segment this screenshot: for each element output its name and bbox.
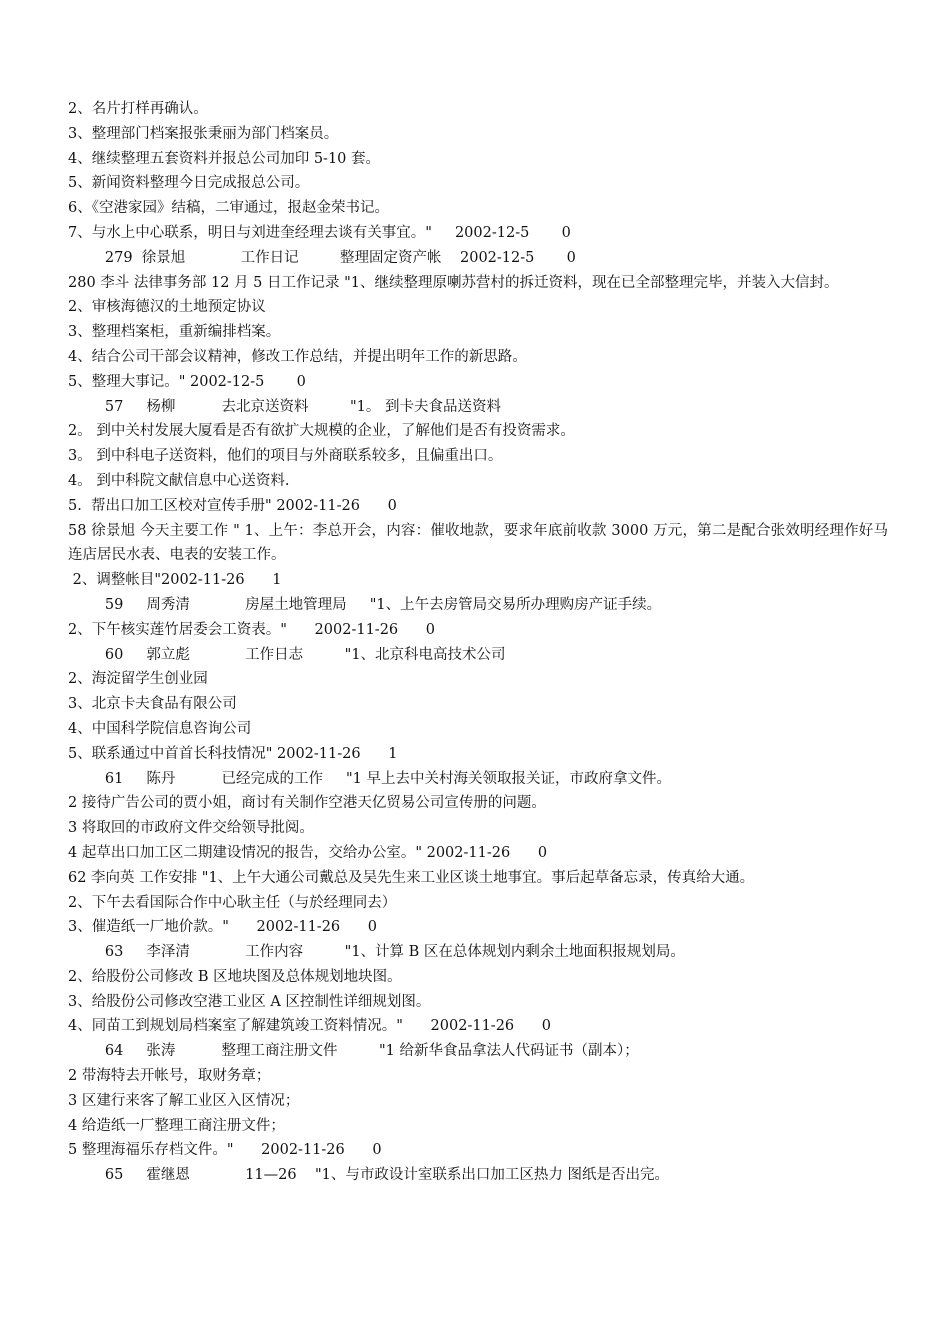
record-line: 61 陈丹 已经完成的工作 "1 早上去中关村海关领取报关证，市政府拿文件。 <box>68 770 672 787</box>
text-line: 4、结合公司干部会议精神，修改工作总结，并提出明年工作的新思路。 <box>68 348 527 365</box>
text-line: 4、同苗工到规划局档案室了解建筑竣工资料情况。" 2002-11-26 0 <box>68 1018 552 1035</box>
text-line: 2、审核海德汉的土地预定协议 <box>68 299 266 316</box>
record-line: 62 李向英 工作安排 "1、上午大通公司戴总及吴先生来工业区谈土地事宜。事后起草备忘录，传真给大通。 <box>68 869 755 886</box>
record-line: 57 杨柳 去北京送资料 "1。 到卡夫食品送资料 <box>68 398 501 415</box>
record-line: 279 徐景旭 工作日记 整理固定资产帐 2002-12-5 0 <box>68 249 576 266</box>
record-line: 58 徐景旭 今天主要工作 " 1、上午：李总开会，内容：催收地款，要求年底前收款 3000 万元，第二是配合张效明经理作好马连店居民水表、电表的安装工作。 <box>68 522 888 564</box>
text-line: 3、整理档案柜，重新编排档案。 <box>68 324 281 341</box>
text-line: 5. 帮出口加工区校对宣传手册" 2002-11-26 0 <box>68 497 397 514</box>
text-line: 3。 到中科电子送资料，他们的项目与外商联系较多，且偏重出口。 <box>68 448 503 465</box>
text-line: 4、中国科学院信息咨询公司 <box>68 720 252 737</box>
text-line: 3 区建行来客了解工业区入区情况； <box>68 1092 300 1109</box>
text-line: 5 整理海福乐存档文件。" 2002-11-26 0 <box>68 1142 382 1159</box>
text-line: 2 接待广告公司的贾小姐，商讨有关制作空港天亿贸易公司宣传册的问题。 <box>68 795 546 812</box>
text-line: 7、与水上中心联系，明日与刘进奎经理去谈有关事宜。" 2002-12-5 0 <box>68 224 571 241</box>
record-line: 280 李斗 法律事务部 12 月 5 日工作记录 "1、继续整理原喇苏营村的拆迁资料，现在已全部整理完毕，并装入大信封。 <box>68 274 839 291</box>
text-line: 3、给股份公司修改空港工业区 A 区控制性详细规划图。 <box>68 993 431 1010</box>
text-line: 2。 到中关村发展大厦看是否有欲扩大规模的企业，了解他们是否有投资需求。 <box>68 423 575 440</box>
text-line: 5、联系通过中首首长科技情况" 2002-11-26 1 <box>68 745 398 762</box>
text-line: 2、下午去看国际合作中心耿主任（与於经理同去） <box>68 894 397 911</box>
record-line: 60 郭立彪 工作日志 "1、北京科电高技术公司 <box>68 646 506 663</box>
record-line: 59 周秀清 房屋土地管理局 "1、上午去房管局交易所办理购房产证手续。 <box>68 596 662 613</box>
text-line: 4 起草出口加工区二期建设情况的报告，交给办公室。" 2002-11-26 0 <box>68 844 548 861</box>
record-line: 63 李泽清 工作内容 "1、计算 B 区在总体规划内剩余土地面积报规划局。 <box>68 944 685 961</box>
text-line: 4、继续整理五套资料并报总公司加印 5-10 套。 <box>68 150 381 167</box>
text-line: 3、北京卡夫食品有限公司 <box>68 696 237 713</box>
text-line: 2、下午核实莲竹居委会工资表。" 2002-11-26 0 <box>68 621 436 638</box>
text-line: 5、新闻资料整理今日完成报总公司。 <box>68 175 310 192</box>
text-line: 2、给股份公司修改 B 区地块图及总体规划地块图。 <box>68 968 402 985</box>
text-line: 3 将取回的市政府文件交给领导批阅。 <box>68 820 314 837</box>
text-line: 6、《空港家园》结稿，二审通过，报赵金荣书记。 <box>68 200 389 217</box>
text-line: 2 带海特去开帐号，取财务章； <box>68 1068 271 1085</box>
text-line: 2、海淀留学生创业园 <box>68 671 208 688</box>
document-body <box>68 97 888 1188</box>
text-line: 4 给造纸一厂整理工商注册文件； <box>68 1117 285 1134</box>
text-line: 4。 到中科院文献信息中心送资料. <box>68 472 290 489</box>
text-line: 2、名片打样再确认。 <box>68 101 208 117</box>
record-line: 64 张涛 整理工商注册文件 "1 给新华食品拿法人代码证书（副本）； <box>68 1043 639 1060</box>
text-line: 3、整理部门档案报张秉丽为部门档案员。 <box>68 125 339 142</box>
record-line: 65 霍继恩 11—26 "1、与市政设计室联系出口加工区热力 图纸是否出完。 <box>68 1167 670 1184</box>
text-line: 2、调整帐目"2002-11-26 1 <box>68 572 282 589</box>
text-line: 3、催造纸一厂地价款。" 2002-11-26 0 <box>68 919 378 936</box>
text-line: 5、整理大事记。" 2002-12-5 0 <box>68 373 306 390</box>
